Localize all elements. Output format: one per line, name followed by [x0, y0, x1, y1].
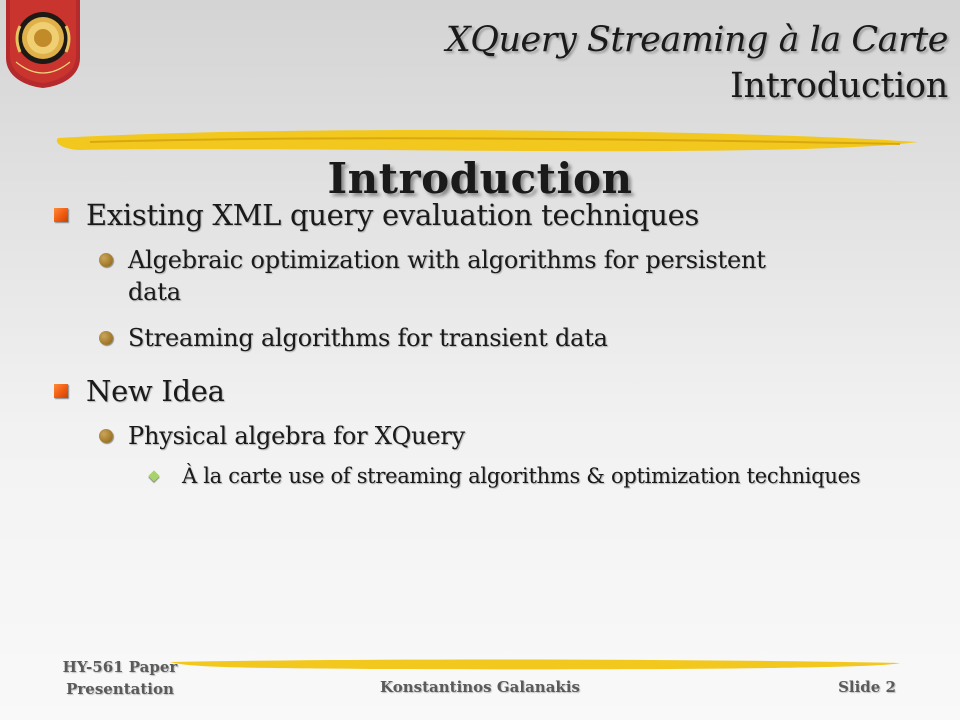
bullet-level2: [52, 244, 932, 308]
bullet-level1: [52, 196, 932, 234]
footer-author: Konstantinos Galanakis: [380, 678, 580, 696]
footer-slide-number: Slide 2: [838, 678, 896, 696]
bullet-text: New Idea: [86, 374, 225, 408]
round-bullet-icon: [99, 253, 113, 267]
top-divider-rule: [0, 122, 960, 158]
round-bullet-icon: [99, 331, 113, 345]
bullet-text: Algebraic optimization with algorithms for persistent: [128, 246, 766, 274]
bullet-level2: [52, 322, 932, 354]
diamond-bullet-icon: [148, 470, 159, 481]
bullet-text-continued: data: [128, 278, 181, 306]
bullet-list: [52, 196, 932, 490]
bullet-text: Physical algebra for XQuery: [128, 422, 466, 450]
footer-course-line2: Presentation: [66, 680, 174, 698]
slide-heading: Introduction: [327, 154, 633, 203]
title-line-main: XQuery Streaming à la Carte: [445, 20, 948, 60]
footer-course-line1: HY-561 Paper: [62, 658, 178, 676]
bullet-text: À la carte use of streaming algorithms & optimization techniques: [182, 464, 861, 488]
footer-course: [0, 656, 240, 700]
bullet-level3: [52, 462, 932, 490]
square-bullet-icon: [54, 384, 68, 398]
presentation-title: [446, 18, 948, 110]
bullet-text: Existing XML query evaluation techniques: [86, 198, 700, 232]
university-logo: [2, 0, 84, 90]
title-line-section: Introduction: [729, 66, 948, 106]
round-bullet-icon: [99, 429, 113, 443]
bullet-text: Streaming algorithms for transient data: [128, 324, 608, 352]
square-bullet-icon: [54, 208, 68, 222]
bullet-level1: [52, 372, 932, 410]
bullet-level2: [52, 420, 932, 452]
